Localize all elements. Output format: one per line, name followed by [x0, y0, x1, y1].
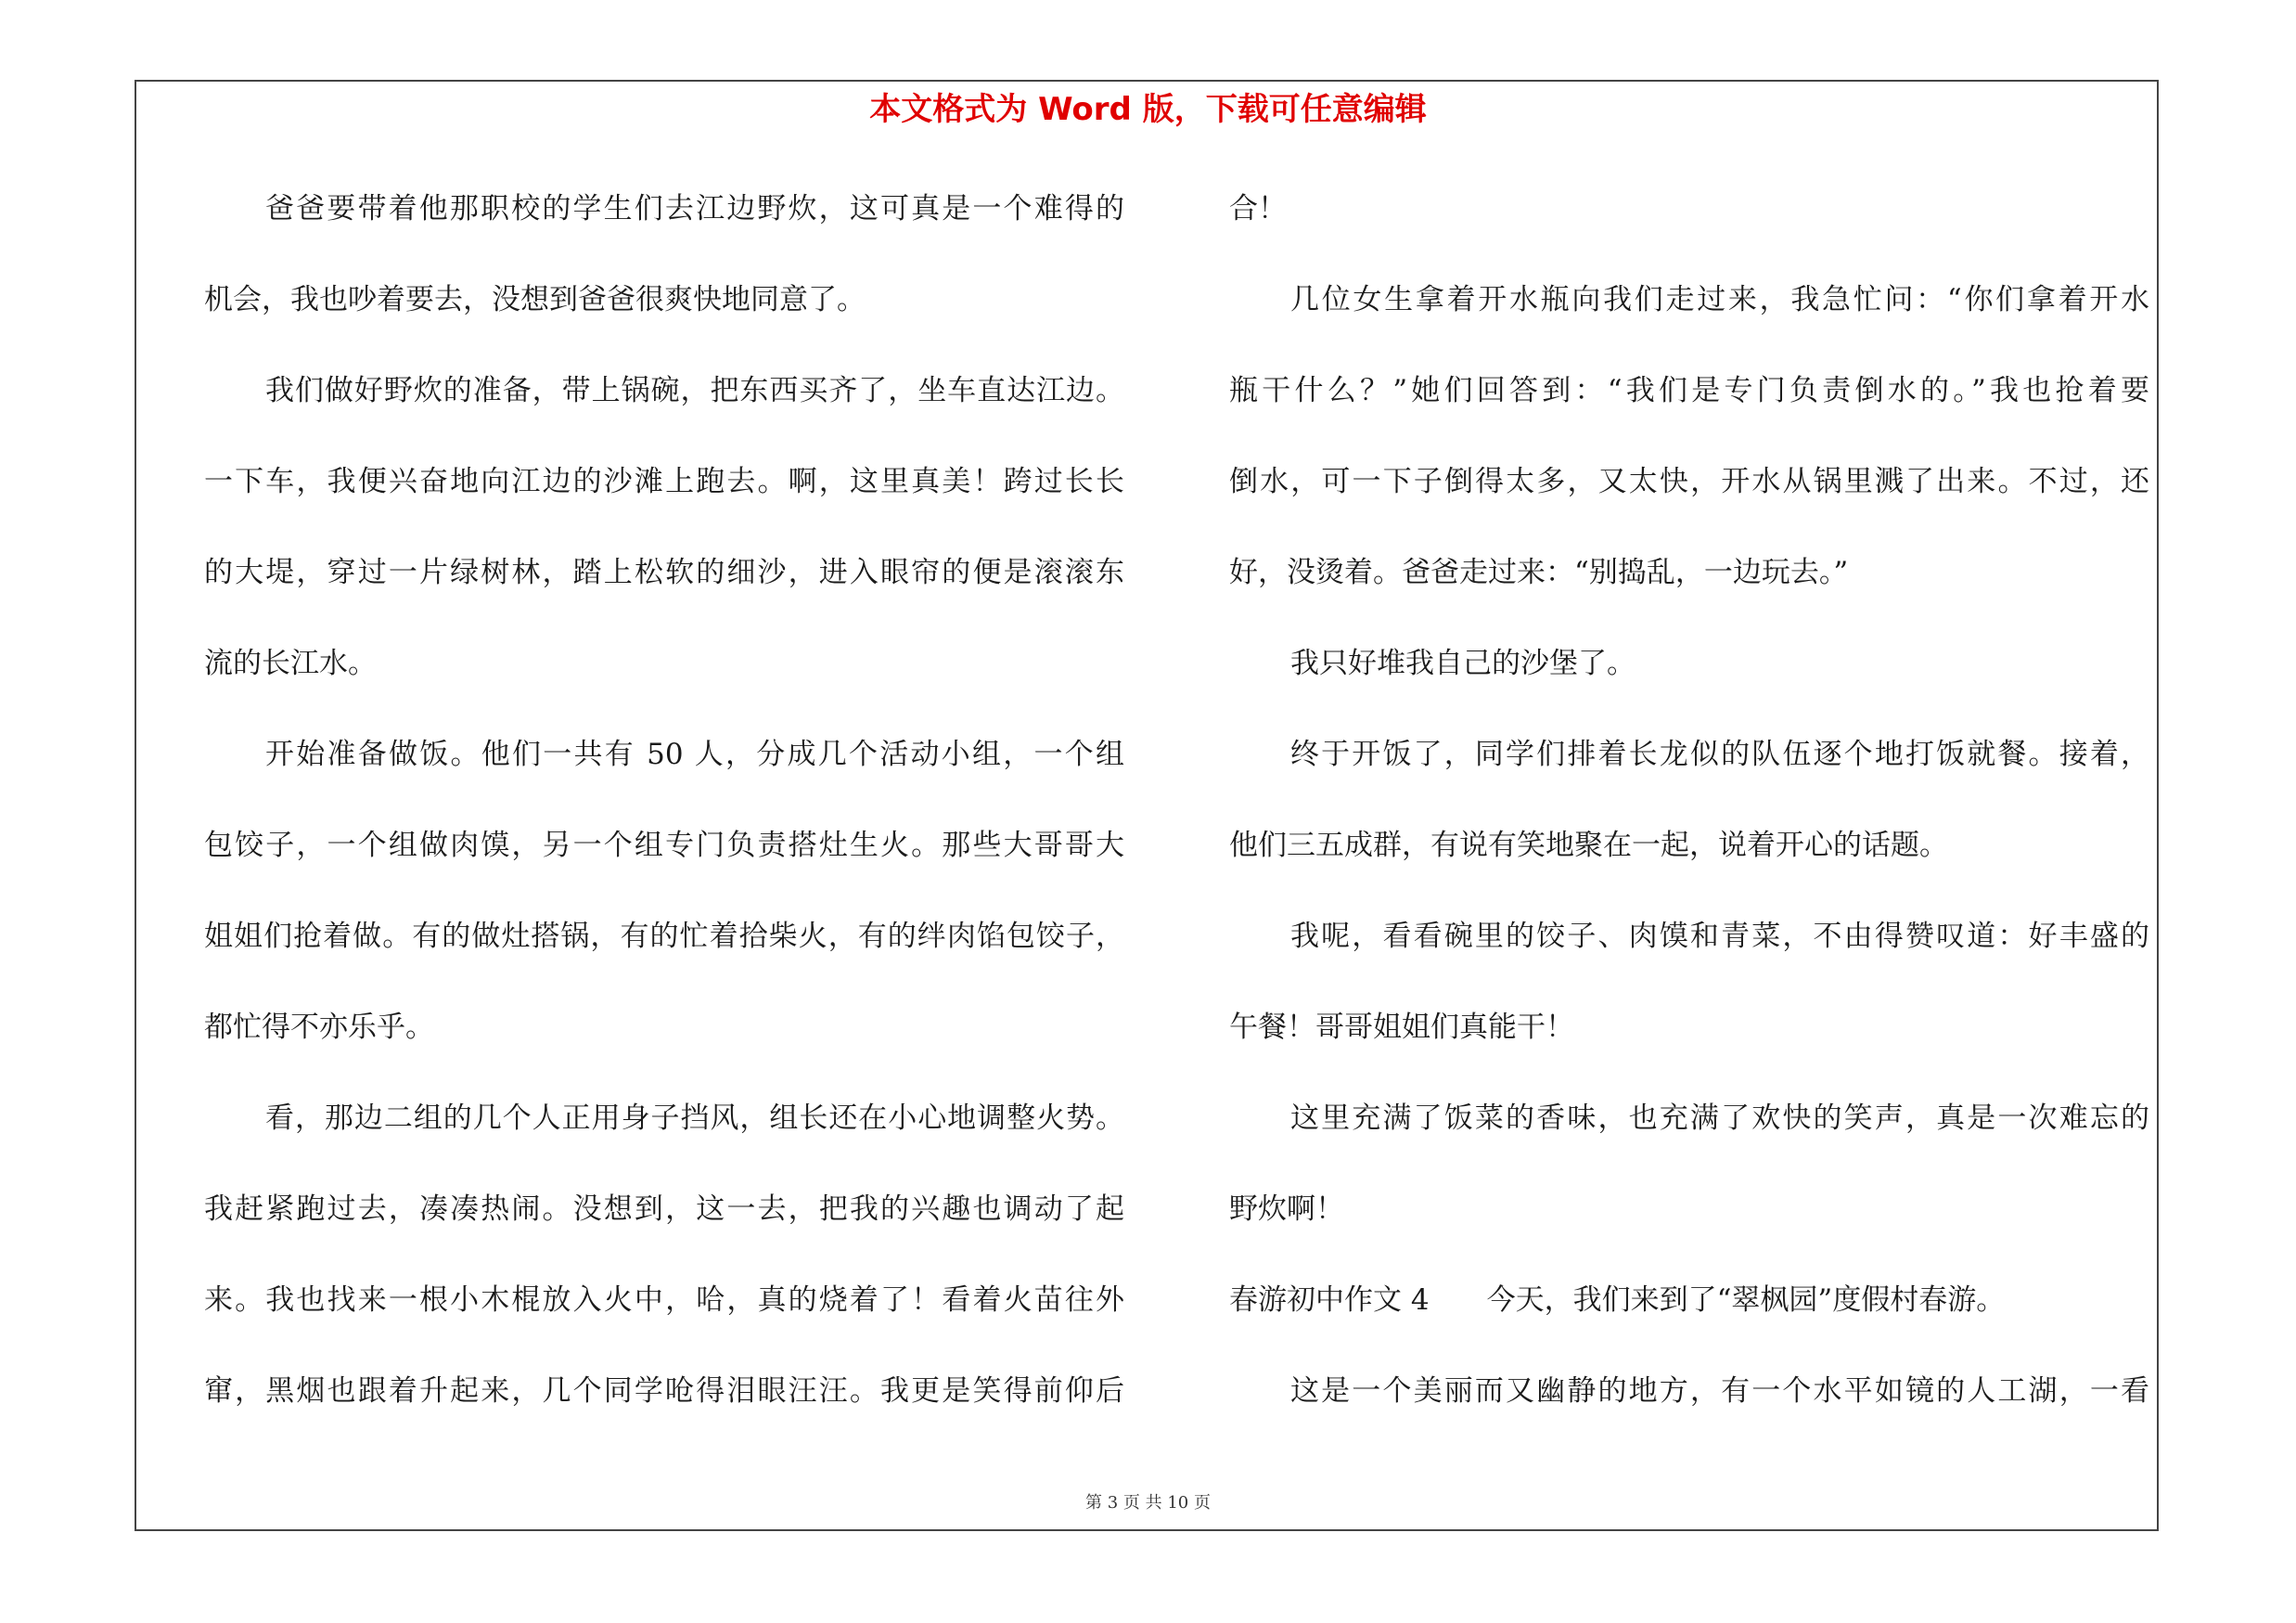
text-line: 几位女生拿着开水瓶向我们走过来，我急忙问：“你们拿着开水 [1290, 283, 2149, 316]
text-line: 好，没烫着。爸爸走过来：“别捣乱，一边玩去。” [1229, 556, 1849, 589]
text-line: 瓶干什么？”她们回答到：“我们是专门负责倒水的。”我也抢着要 [1229, 374, 2149, 407]
text-line: 姐姐们抢着做。有的做灶搭锅，有的忙着拾柴火，有的绊肉馅包饺子， [204, 920, 1124, 953]
text-line: 来。我也找来一根小木棍放入火中，哈，真的烧着了！看着火苗往外 [204, 1283, 1124, 1317]
left-column [204, 181, 1124, 1454]
text-line: 看，那边二组的几个人正用身子挡风，组长还在小心地调整火势。 [265, 1101, 1124, 1135]
text-line: 窜，黑烟也跟着升起来，几个同学呛得泪眼汪汪。我更是笑得前仰后 [204, 1374, 1124, 1408]
text-line: 这是一个美丽而又幽静的地方，有一个水平如镜的人工湖，一看 [1290, 1374, 2149, 1408]
text-line: 开始准备做饭。他们一共有 50 人，分成几个活动小组，一个组 [265, 738, 1124, 771]
text-line: 我呢，看看碗里的饺子、肉馍和青菜，不由得赞叹道：好丰盛的 [1290, 920, 2149, 953]
text-line: 机会，我也吵着要去，没想到爸爸很爽快地同意了。 [204, 283, 866, 316]
text-line: 爸爸要带着他那职校的学生们去江边野炊，这可真是一个难得的 [265, 192, 1124, 225]
text-line: 这里充满了饭菜的香味，也充满了欢快的笑声，真是一次难忘的 [1290, 1101, 2149, 1135]
text-line: 野炊啊！ [1229, 1192, 1344, 1226]
text-line: 我们做好野炊的准备，带上锅碗，把东西买齐了，坐车直达江边。 [265, 374, 1124, 407]
section-heading-line: 春游初中作文 4 今天，我们来到了“翠枫园”度假村春游。 [1229, 1283, 2006, 1317]
text-line: 的大堤，穿过一片绿树林，踏上松软的细沙，进入眼帘的便是滚滚东 [204, 556, 1124, 589]
text-line: 一下车，我便兴奋地向江边的沙滩上跑去。啊，这里真美！跨过长长 [204, 465, 1124, 498]
text-line: 合！ [1229, 192, 1287, 225]
text-line: 终于开饭了，同学们排着长龙似的队伍逐个地打饭就餐。接着， [1290, 738, 2149, 771]
text-line: 我只好堆我自己的沙堡了。 [1290, 647, 1635, 680]
text-line: 流的长江水。 [204, 647, 377, 680]
right-column [1229, 181, 2149, 1454]
page-number: 第 3 页 共 10 页 [1085, 1493, 1211, 1513]
text-line: 午餐！哥哥姐姐们真能干！ [1229, 1011, 1574, 1044]
header-banner: 本文格式为 Word 版，下载可任意编辑 [869, 91, 1427, 128]
text-line: 他们三五成群，有说有笑地聚在一起，说着开心的话题。 [1229, 829, 1948, 862]
text-line: 都忙得不亦乐乎。 [204, 1011, 434, 1044]
text-line: 我赶紧跑过去，凑凑热闹。没想到，这一去，把我的兴趣也调动了起 [204, 1192, 1124, 1226]
text-line: 包饺子，一个组做肉馍，另一个组专门负责搭灶生火。那些大哥哥大 [204, 829, 1124, 862]
text-line: 倒水，可一下子倒得太多，又太快，开水从锅里溅了出来。不过，还 [1229, 465, 2149, 498]
